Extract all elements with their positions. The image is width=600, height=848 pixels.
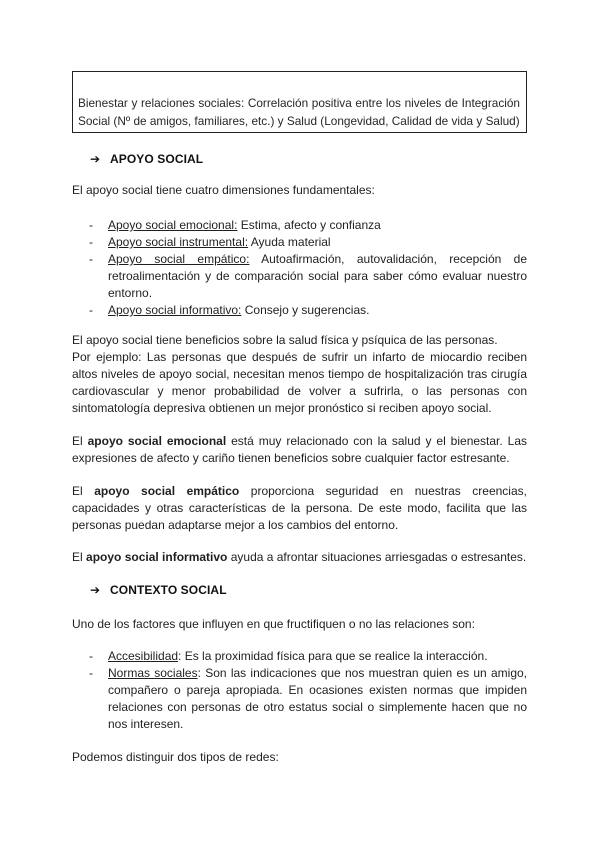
- list-item-text: : Son las indicaciones que nos muestran quien es un amigo, compañero o pareja apropiada. En ocasiones existen normas que impiden relaciones con personas de otro estatus social o simplemente hacen que no nos interesen.: [108, 666, 527, 731]
- list-item-label: Apoyo social emocional:: [108, 218, 238, 232]
- bold-term: apoyo social informativo: [86, 550, 228, 564]
- list-item-label: Apoyo social instrumental:: [108, 235, 249, 249]
- dash-bullet: -: [89, 649, 93, 663]
- list-item: [72, 217, 527, 234]
- text-pre: El: [72, 484, 95, 498]
- heading-text: CONTEXTO SOCIAL: [110, 583, 227, 597]
- paragraph-emocional: [72, 433, 527, 467]
- paragraph-intro: El apoyo social tiene cuatro dimensiones fundamentales:: [72, 183, 375, 197]
- bold-term: apoyo social empático: [94, 484, 240, 498]
- section-heading-apoyo-social: [90, 151, 203, 168]
- section-heading-contexto-social: [90, 582, 227, 599]
- list-item-label: Normas sociales: [108, 666, 198, 680]
- benefits-text: El apoyo social tiene beneficios sobre la salud física y psíquica de las personas.: [72, 333, 498, 347]
- list-item: [72, 302, 527, 319]
- list-item-text: Estima, afecto y confianza: [237, 218, 381, 232]
- list-item-label: Accesibilidad: [108, 649, 179, 663]
- heading-text: APOYO SOCIAL: [110, 152, 204, 166]
- summary-box-text: Bienestar y relaciones sociales: Correlación positiva entre los niveles de Integración Social (Nº de amigos, familiares, etc.) y Salud (Longevidad, Calidad de vida y Salud): [78, 96, 520, 128]
- paragraph-informativo: [72, 549, 527, 566]
- dimensions-list: [72, 217, 527, 319]
- paragraph-empatico: [72, 483, 527, 534]
- text-pre: El: [72, 550, 87, 564]
- text-post: proporciona seguridad en nuestras creencias, capacidades y otras características de la persona. De este modo, facilita que las personas puedan adaptarse mejor a los cambios del entorno.: [72, 484, 527, 532]
- bold-term: apoyo social emocional: [87, 434, 227, 448]
- list-item: [72, 251, 527, 302]
- list-item: [72, 665, 527, 733]
- dash-bullet: -: [89, 252, 93, 266]
- text-pre: El: [72, 434, 88, 448]
- list-item: [72, 648, 527, 665]
- text-post: está muy relacionado con la salud y el bienestar. Las expresiones de afecto y cariño tienen beneficios sobre cualquier factor estresante.: [72, 434, 527, 465]
- list-item-label: Apoyo social empático:: [108, 252, 250, 266]
- list-item-text: : Es la proximidad física para que se realice la interacción.: [178, 649, 488, 663]
- paragraph-redes: Podemos distinguir dos tipos de redes:: [72, 750, 279, 764]
- list-item-label: Apoyo social informativo:: [108, 303, 242, 317]
- paragraph-contexto-intro: Uno de los factores que influyen en que fructifiquen o no las relaciones son:: [72, 617, 475, 631]
- list-item-text: Consejo y sugerencias.: [241, 303, 370, 317]
- arrow-icon: ➔: [90, 152, 101, 166]
- factors-list: [72, 648, 527, 733]
- example-text: Por ejemplo: Las personas que después de sufrir un infarto de miocardio reciben altos niveles de apoyo social, necesitan menos tiempo de hospitalización tras cirugía cardiovascular y menor probabilidad de volver a sufrirla, o las personas con sintomatología depresiva obtienen un mejor pronóstico si reciben apoyo social.: [72, 350, 527, 415]
- dash-bullet: -: [89, 235, 93, 249]
- list-item: [72, 234, 527, 251]
- text-post: ayuda a afrontar situaciones arriesgadas o estresantes.: [227, 550, 527, 564]
- dash-bullet: -: [89, 218, 93, 232]
- dash-bullet: -: [89, 666, 93, 680]
- list-item-text: Ayuda material: [248, 235, 331, 249]
- summary-box: [72, 71, 527, 133]
- arrow-icon: ➔: [90, 583, 101, 597]
- paragraph-benefits: [72, 332, 527, 417]
- dash-bullet: -: [89, 303, 93, 317]
- list-item-text: Autoafirmación, autovalidación, recepción de retroalimentación y de comparación social para saber cómo evaluar nuestro entorno.: [108, 252, 527, 300]
